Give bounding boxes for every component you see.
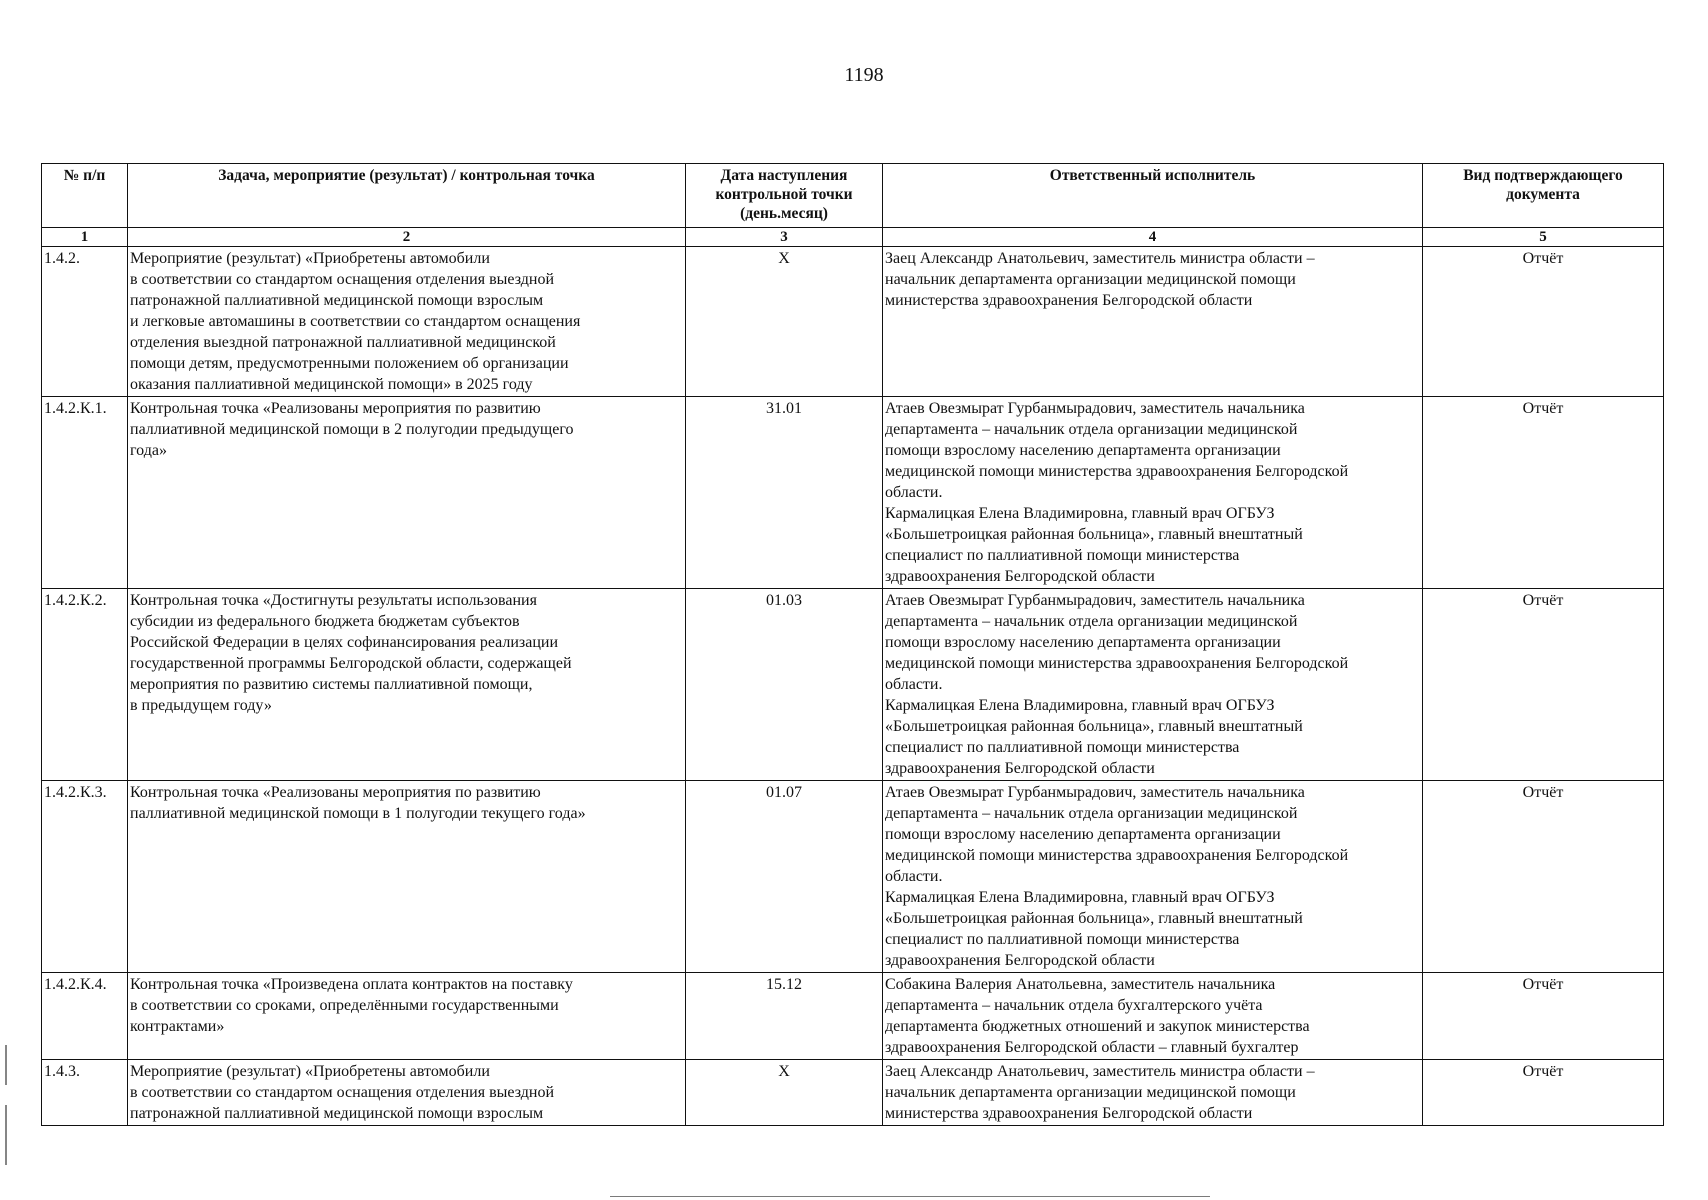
- row-responsible: Атаев Овезмырат Гурбанмырадович, заместитель начальника департамента – начальник отдела организации медицинской помощи взрослому населению департамента организации медицинской помощи министерства здравоохранения Белгородской области. Кармалицкая Елена Владимировна, главный врач ОГБУЗ «Большетроицкая районная больница», главный внештатный специалист по паллиативной помощи министерства здравоохранения Белгородской области: [883, 781, 1423, 973]
- row-number: 1.4.2.К.4.: [42, 973, 128, 1060]
- row-number: 1.4.2.К.1.: [42, 397, 128, 589]
- row-task: Мероприятие (результат) «Приобретены автомобили в соответствии со стандартом оснащения отделения выездной патронажной паллиативной медицинской помощи взрослым: [128, 1060, 686, 1126]
- scan-artifact: [5, 1045, 7, 1085]
- row-document: Отчёт: [1423, 781, 1664, 973]
- row-date: X: [686, 1060, 883, 1126]
- row-number: 1.4.2.: [42, 247, 128, 397]
- row-document: Отчёт: [1423, 1060, 1664, 1126]
- column-numbers-row: [42, 228, 1664, 247]
- row-task: Контрольная точка «Реализованы мероприятия по развитию паллиативной медицинской помощи в 2 полугодии предыдущего года»: [128, 397, 686, 589]
- row-responsible: Заец Александр Анатольевич, заместитель министра области – начальник департамента организации медицинской помощи министерства здравоохранения Белгородской области: [883, 1060, 1423, 1126]
- row-date: X: [686, 247, 883, 397]
- column-number: 5: [1423, 228, 1664, 247]
- table-row: [42, 781, 1664, 973]
- row-responsible: Собакина Валерия Анатольевна, заместитель начальника департамента – начальник отдела бухгалтерского учёта департамента бюджетных отношений и закупок министерства здравоохранения Белгородской области – главный бухгалтер: [883, 973, 1423, 1060]
- row-date: 01.07: [686, 781, 883, 973]
- scan-artifact: [610, 1196, 1210, 1197]
- header-number: № п/п: [42, 164, 128, 228]
- row-task: Контрольная точка «Достигнуты результаты использования субсидии из федерального бюджета бюджетам субъектов Российской Федерации в целях софинансирования реализации государственной программы Белгородской области, содержащей мероприятия по развитию системы паллиативной помощи, в предыдущем году»: [128, 589, 686, 781]
- row-responsible: Атаев Овезмырат Гурбанмырадович, заместитель начальника департамента – начальник отдела организации медицинской помощи взрослому населению департамента организации медицинской помощи министерства здравоохранения Белгородской области. Кармалицкая Елена Владимировна, главный врач ОГБУЗ «Большетроицкая районная больница», главный внештатный специалист по паллиативной помощи министерства здравоохранения Белгородской области: [883, 397, 1423, 589]
- row-task: Контрольная точка «Произведена оплата контрактов на поставку в соответствии со сроками, определёнными государственными контрактами»: [128, 973, 686, 1060]
- table-row: [42, 247, 1664, 397]
- row-task: Мероприятие (результат) «Приобретены автомобили в соответствии со стандартом оснащения отделения выездной патронажной паллиативной медицинской помощи взрослым и легковые автомашины в соответствии со стандартом оснащения отделения выездной патронажной паллиативной медицинской помощи детям, предусмотренными положением об организации оказания паллиативной медицинской помощи» в 2025 году: [128, 247, 686, 397]
- row-responsible: Заец Александр Анатольевич, заместитель министра области – начальник департамента организации медицинской помощи министерства здравоохранения Белгородской области: [883, 247, 1423, 397]
- column-number: 2: [128, 228, 686, 247]
- scan-artifact: [5, 1105, 7, 1165]
- row-date: 31.01: [686, 397, 883, 589]
- row-number: 1.4.2.К.2.: [42, 589, 128, 781]
- row-date: 01.03: [686, 589, 883, 781]
- row-document: Отчёт: [1423, 589, 1664, 781]
- header-responsible: Ответственный исполнитель: [883, 164, 1423, 228]
- table-header-row: [42, 164, 1664, 228]
- column-number: 4: [883, 228, 1423, 247]
- row-document: Отчёт: [1423, 247, 1664, 397]
- row-number: 1.4.3.: [42, 1060, 128, 1126]
- header-task: Задача, мероприятие (результат) / контрольная точка: [128, 164, 686, 228]
- column-number: 1: [42, 228, 128, 247]
- control-points-table: [41, 163, 1664, 1126]
- row-task: Контрольная точка «Реализованы мероприятия по развитию паллиативной медицинской помощи в 1 полугодии текущего года»: [128, 781, 686, 973]
- row-document: Отчёт: [1423, 397, 1664, 589]
- table-row: [42, 1060, 1664, 1126]
- table-row: [42, 589, 1664, 781]
- header-date: Дата наступления контрольной точки (день.месяц): [686, 164, 883, 228]
- table-row: [42, 397, 1664, 589]
- table-row: [42, 973, 1664, 1060]
- row-number: 1.4.2.К.3.: [42, 781, 128, 973]
- page-number: 1198: [844, 64, 884, 86]
- row-date: 15.12: [686, 973, 883, 1060]
- column-number: 3: [686, 228, 883, 247]
- header-document: Вид подтверждающего документа: [1423, 164, 1664, 228]
- row-document: Отчёт: [1423, 973, 1664, 1060]
- row-responsible: Атаев Овезмырат Гурбанмырадович, заместитель начальника департамента – начальник отдела организации медицинской помощи взрослому населению департамента организации медицинской помощи министерства здравоохранения Белгородской области. Кармалицкая Елена Владимировна, главный врач ОГБУЗ «Большетроицкая районная больница», главный внештатный специалист по паллиативной помощи министерства здравоохранения Белгородской области: [883, 589, 1423, 781]
